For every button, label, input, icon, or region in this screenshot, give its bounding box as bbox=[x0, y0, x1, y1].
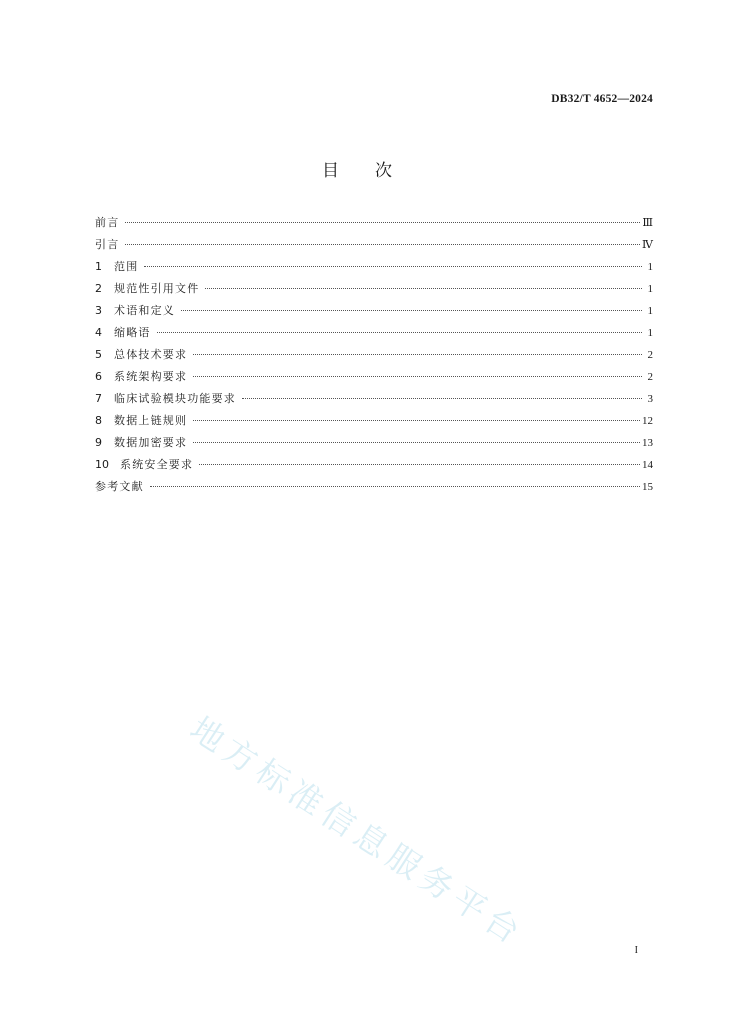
toc-entry-label: 系统架构要求 bbox=[114, 370, 188, 383]
toc-dot-leader bbox=[193, 354, 642, 355]
toc-entry-number: 8 bbox=[95, 414, 102, 427]
toc-entry[interactable] bbox=[95, 280, 653, 302]
toc-entry-number: 5 bbox=[95, 348, 102, 361]
toc-dot-leader bbox=[242, 398, 642, 399]
toc-entry-number: 2 bbox=[95, 282, 102, 295]
watermark: 地方标准信息服务平台 bbox=[183, 708, 532, 954]
toc-entry-page: 1 bbox=[647, 327, 653, 339]
toc-entry-number: 9 bbox=[95, 436, 102, 449]
toc-entry-page: 3 bbox=[647, 393, 653, 405]
toc-entry-label: 数据上链规则 bbox=[114, 414, 188, 427]
toc-entry-label: 临床试验模块功能要求 bbox=[114, 392, 236, 405]
toc-entry-number: 1 bbox=[95, 260, 102, 273]
toc-entry-page: 15 bbox=[642, 481, 653, 493]
toc-entry[interactable] bbox=[95, 302, 653, 324]
toc-title: 目次 bbox=[322, 161, 428, 181]
toc-entry[interactable] bbox=[95, 434, 653, 456]
toc-dot-leader bbox=[150, 486, 640, 487]
toc-entry-label: 引言 bbox=[95, 238, 120, 251]
toc-dot-leader bbox=[199, 464, 640, 465]
toc-dot-leader bbox=[181, 310, 642, 311]
toc-entry[interactable] bbox=[95, 258, 653, 280]
toc-entry-page: Ⅳ bbox=[642, 239, 653, 251]
toc-entry-page: 1 bbox=[647, 283, 653, 295]
toc-entry[interactable] bbox=[95, 478, 653, 500]
toc-entry[interactable] bbox=[95, 346, 653, 368]
page-number: I bbox=[634, 945, 638, 956]
toc-entry-label: 系统安全要求 bbox=[120, 458, 194, 471]
toc-entry-number: 10 bbox=[95, 458, 109, 471]
toc-dot-leader bbox=[193, 442, 640, 443]
toc-entry-page: 12 bbox=[642, 415, 653, 427]
toc-entry-page: Ⅲ bbox=[642, 217, 653, 229]
toc-entry-number: 3 bbox=[95, 304, 102, 317]
toc-entry-label: 前言 bbox=[95, 216, 120, 229]
table-of-contents bbox=[95, 214, 653, 500]
toc-entry[interactable] bbox=[95, 390, 653, 412]
toc-entry-page: 13 bbox=[642, 437, 653, 449]
toc-dot-leader bbox=[205, 288, 642, 289]
toc-entry[interactable] bbox=[95, 456, 653, 478]
toc-entry-page: 14 bbox=[642, 459, 653, 471]
toc-entry[interactable] bbox=[95, 324, 653, 346]
toc-dot-leader bbox=[193, 420, 640, 421]
toc-entry-page: 2 bbox=[647, 349, 653, 361]
toc-dot-leader bbox=[125, 244, 640, 245]
toc-entry[interactable] bbox=[95, 368, 653, 390]
toc-entry-label: 总体技术要求 bbox=[114, 348, 188, 361]
toc-entry[interactable] bbox=[95, 412, 653, 434]
toc-entry-page: 1 bbox=[647, 261, 653, 273]
toc-entry[interactable] bbox=[95, 214, 653, 236]
toc-entry[interactable] bbox=[95, 236, 653, 258]
document-code: DB32/T 4652—2024 bbox=[551, 93, 653, 105]
toc-entry-label: 参考文献 bbox=[95, 480, 144, 493]
toc-entry-page: 2 bbox=[647, 371, 653, 383]
toc-dot-leader bbox=[193, 376, 642, 377]
toc-dot-leader bbox=[144, 266, 642, 267]
toc-dot-leader bbox=[125, 222, 640, 223]
toc-entry-label: 范围 bbox=[114, 260, 139, 273]
toc-entry-page: 1 bbox=[647, 305, 653, 317]
toc-dot-leader bbox=[157, 332, 642, 333]
toc-entry-label: 术语和定义 bbox=[114, 304, 175, 317]
toc-entry-label: 数据加密要求 bbox=[114, 436, 188, 449]
toc-entry-label: 缩略语 bbox=[114, 326, 151, 339]
toc-entry-number: 6 bbox=[95, 370, 102, 383]
toc-entry-label: 规范性引用文件 bbox=[114, 282, 200, 295]
toc-entry-number: 7 bbox=[95, 392, 102, 405]
toc-entry-number: 4 bbox=[95, 326, 102, 339]
